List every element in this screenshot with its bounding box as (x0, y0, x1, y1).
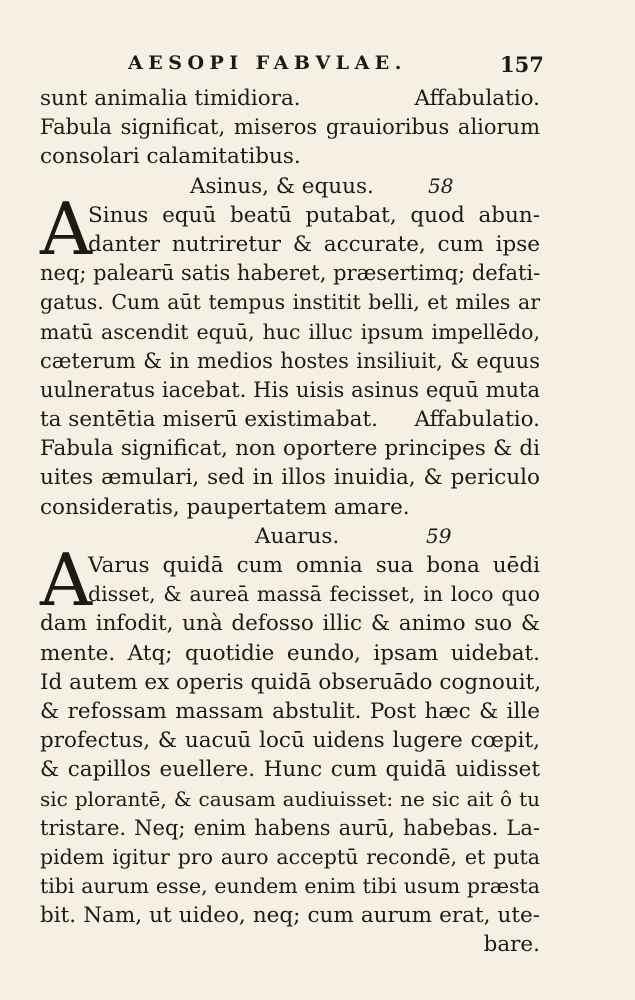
text-line: tibi aurum esse, eundem enim tibi usum præsta (40, 874, 540, 899)
text-line: & capillos euellere. Hunc cum quidā uidisset (40, 757, 540, 783)
text-line: tristare. Neq; enim habens aurū, habebas. La- (40, 815, 540, 840)
affabulatio-label: Affabulatio. (414, 86, 540, 111)
text-line: Fabula significat, miseros grauioribus aliorum (40, 115, 540, 140)
running-title: AESOPI FABVLAE. (128, 52, 407, 74)
text-line: uulneratus iacebat. His uisis asinus equū muta (40, 377, 540, 402)
text-line: danter nutriretur & accurate, cum ipse (88, 231, 540, 257)
text-line: & refossam massam abstulit. Post hæc & ille (40, 698, 540, 724)
text-line: neq; palearū satis haberet, præsertimq; defati- (40, 261, 541, 286)
text-line: Sinus equū beatū putabat, quod abun- (88, 202, 540, 228)
fable-heading-avarus (40, 522, 540, 551)
page-number: 157 (500, 52, 544, 77)
text-line: Id autem ex operis quidā obseruādo cognouit, (40, 669, 542, 695)
text-line: pidem igitur pro auro acceptū recondē, et puta (40, 844, 540, 869)
drop-cap-asinus: A (40, 187, 92, 271)
text-line: bit. Nam, ut uideo, neq; cum aurum erat, ute- (40, 903, 540, 929)
text-line-left: sunt animalia timidiora. (40, 86, 301, 111)
text-line (40, 405, 540, 434)
text-line: profectus, & uacuū locū uidens lugere cœpit, (40, 728, 540, 754)
text-line: Fabula significat, non oportere principes & di (40, 436, 540, 462)
text-line: consolari calamitatibus. (40, 144, 301, 170)
text-line: consideratis, paupertatem amare. (40, 494, 410, 520)
fable-number: 59 (426, 523, 452, 548)
fable-title: Auarus. (255, 523, 340, 549)
text-line-left: ta sentētia miserū existimabat. (40, 407, 378, 433)
drop-cap-avarus: A (40, 538, 92, 622)
body-text (40, 84, 540, 960)
text-line: matū ascendit equū, huc illuc ipsum impellēdo, (40, 319, 540, 344)
text-line: gatus. Cum aūt tempus institit belli, et miles ar (40, 290, 540, 315)
fable-heading-asinus (40, 172, 540, 201)
text-line: dam infodit, unà defosso illic & animo suo & (40, 611, 540, 637)
text-line (40, 84, 540, 113)
text-line: mente. Atq; quotidie eundo, ipsam uidebat. (40, 640, 540, 666)
fable-number: 58 (428, 173, 454, 198)
text-line: uites æmulari, sed in illos inuidia, & periculo (40, 465, 540, 491)
text-line: cæterum & in medios hostes insiliuit, & equus (40, 348, 540, 373)
affabulatio-label: Affabulatio. (414, 407, 540, 433)
page-header (0, 52, 635, 84)
text-line: Varus quidā cum omnia sua bona uēdi (88, 553, 540, 578)
text-line: sic plorantē, & causam audiuisset: ne sic ait ô tu (40, 786, 540, 811)
fable-title: Asinus, & equus. (190, 173, 374, 199)
text-line: disset, & aureā massā fecisset, in loco quo (88, 582, 540, 607)
text-line-last: bare. (483, 932, 540, 958)
